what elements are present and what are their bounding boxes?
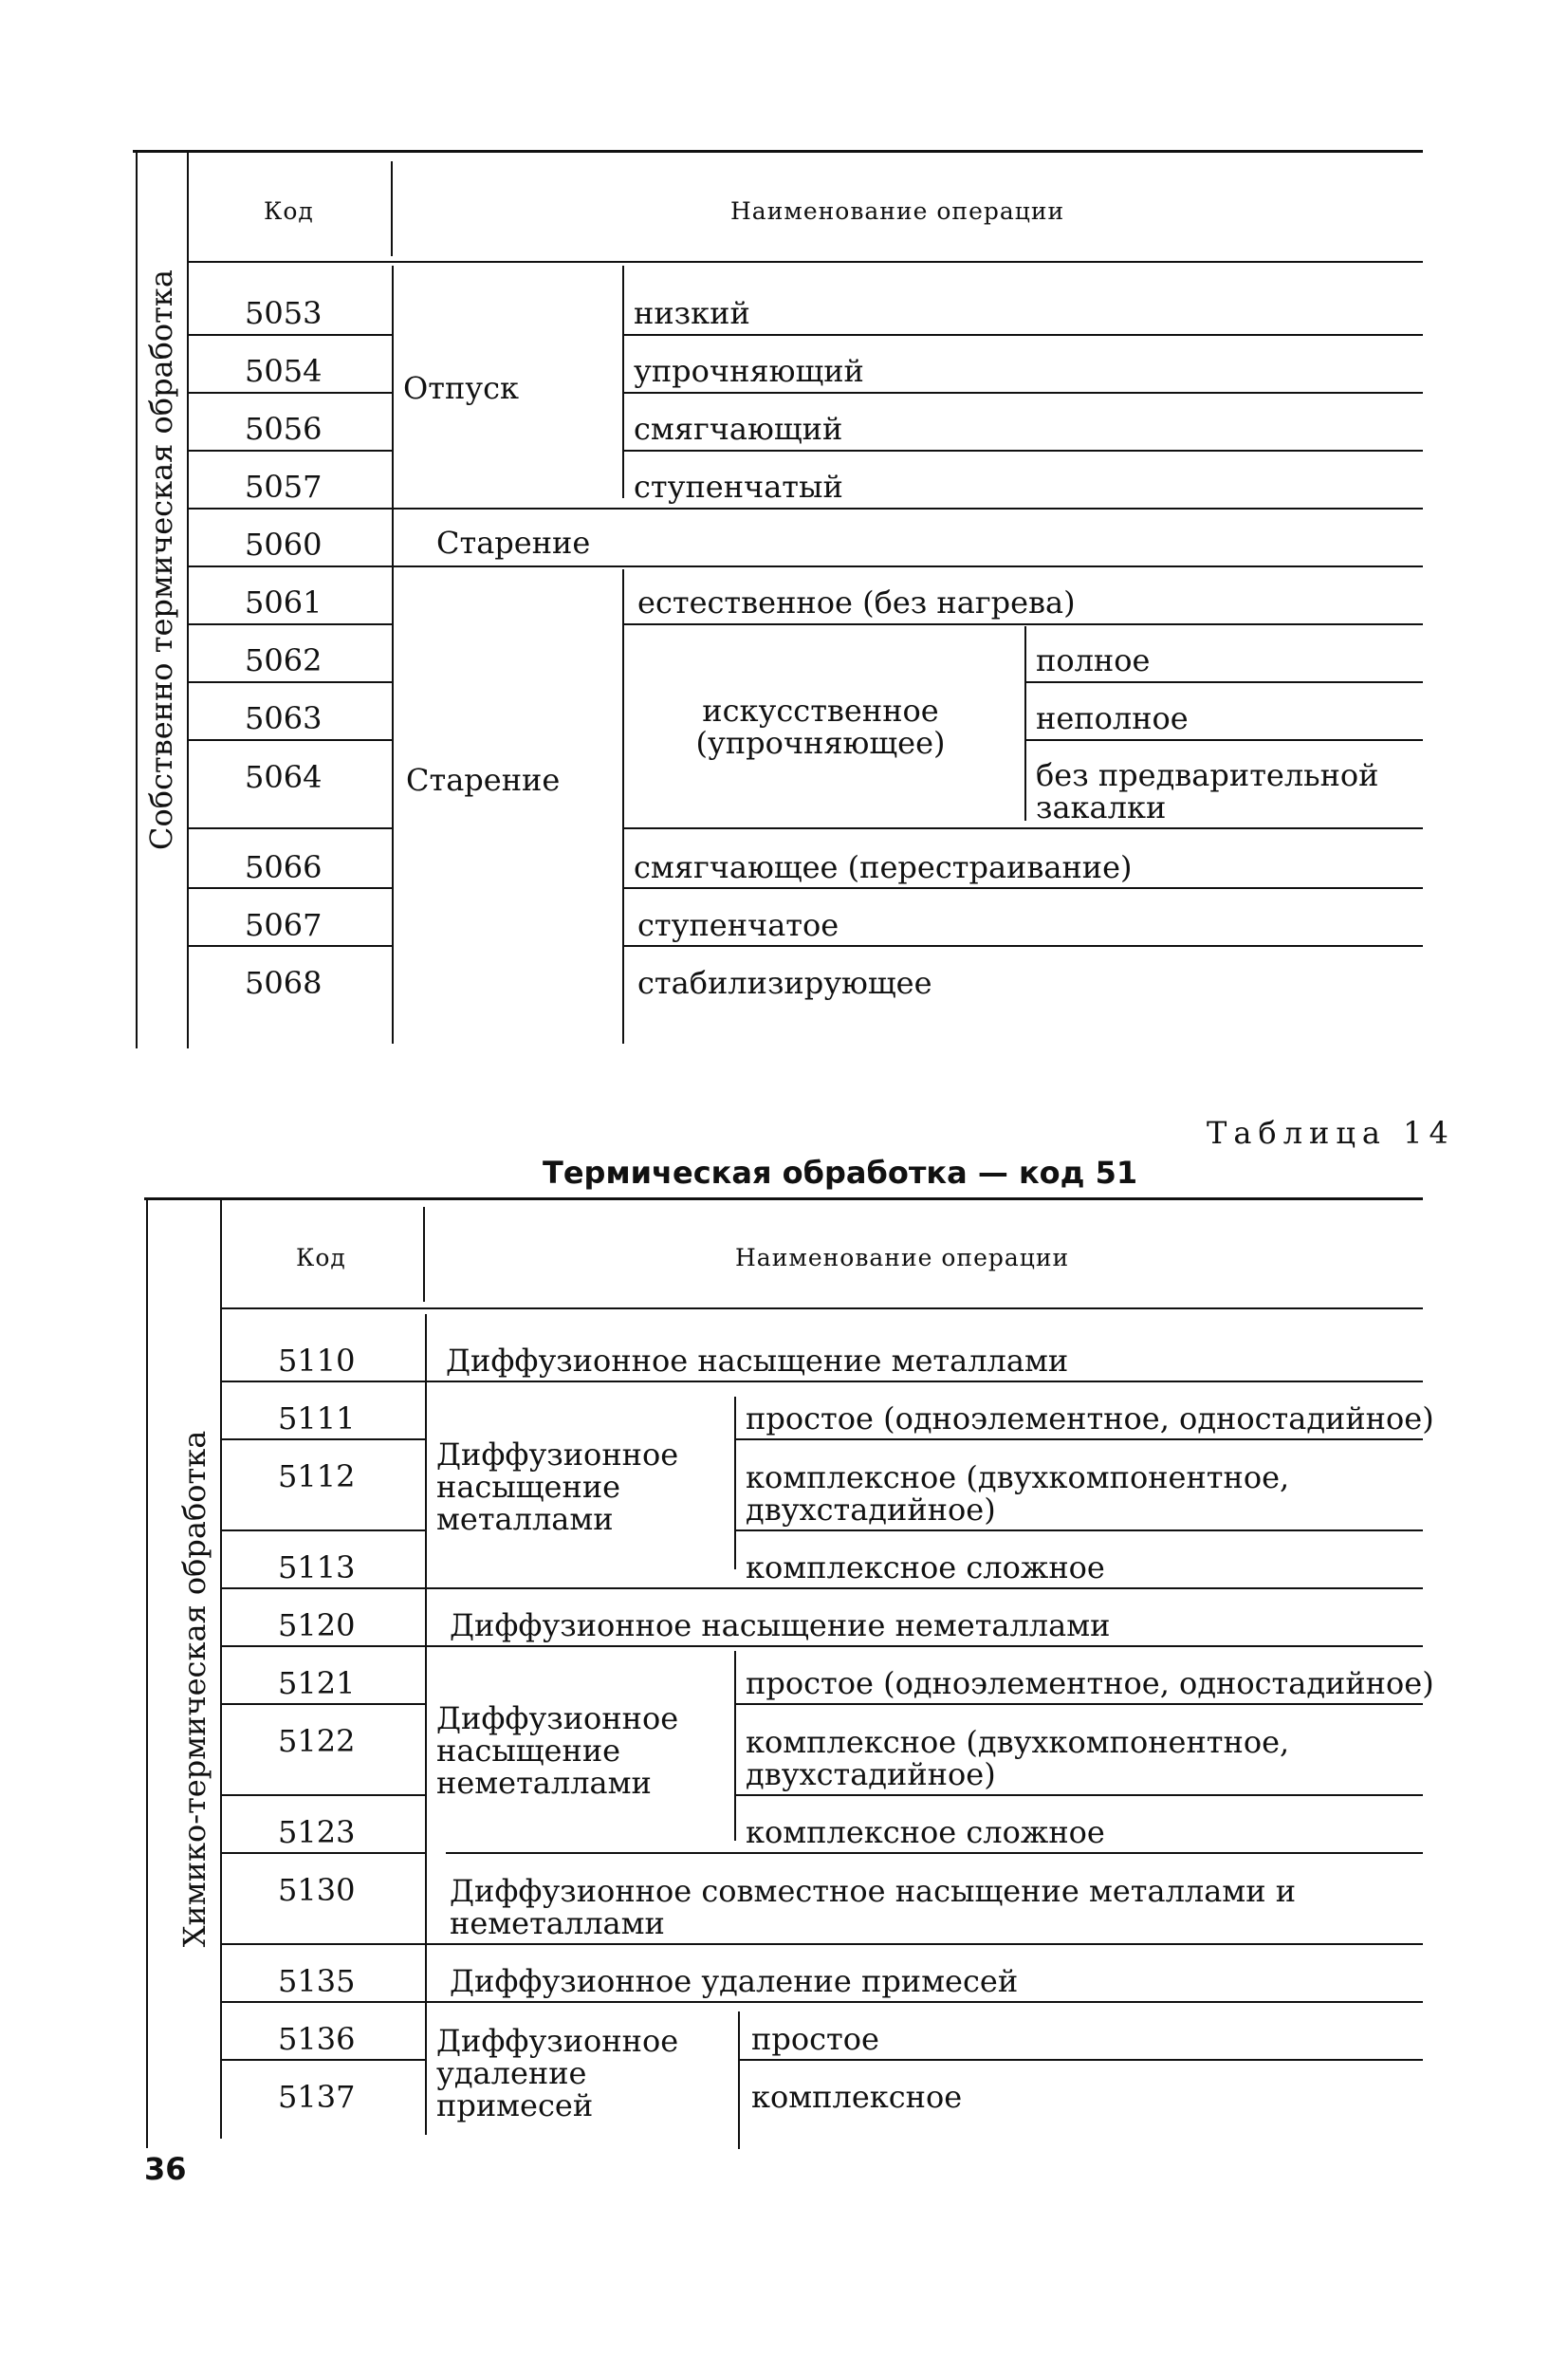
- code-cell: 5122: [278, 1723, 356, 1759]
- code-cell: 5137: [278, 2079, 356, 2115]
- row-rule: [220, 2059, 425, 2061]
- code-cell: 5053: [245, 295, 323, 331]
- header-name: Наименование операции: [735, 1244, 1070, 1271]
- group-aging: Старение: [406, 762, 561, 798]
- side-column-divider: [187, 152, 189, 1048]
- name-cell: комплексное (двухкомпонентное, двухстадийное): [746, 1724, 1290, 1792]
- name-cell: полное: [1036, 642, 1151, 678]
- row-rule: [220, 1529, 425, 1531]
- name-cell: смягчающий: [634, 411, 843, 447]
- code-cell: 5067: [245, 907, 323, 943]
- name-cell: стабилизирующее: [637, 965, 932, 1001]
- name-cell: без предварительной закалки: [1036, 757, 1379, 825]
- header-divider: [391, 161, 393, 256]
- row-rule: [425, 1587, 1423, 1589]
- name-cell: смягчающее (перестраивание): [634, 849, 1133, 885]
- row-rule: [734, 1529, 1423, 1531]
- code-column-divider: [425, 1314, 427, 2135]
- row-rule: [738, 2059, 1423, 2061]
- name-cell: комплексное: [751, 2079, 963, 2115]
- row-rule: [220, 1645, 425, 1647]
- side-label: Химико-термическая обработка: [176, 1430, 212, 1948]
- row-rule: [734, 1438, 1423, 1440]
- row-rule: [187, 681, 392, 683]
- code-cell: 5130: [278, 1872, 356, 1908]
- row-rule: [622, 623, 1423, 625]
- row-rule: [425, 1943, 1423, 1945]
- name-cell: простое (одноэлементное, одностадийное): [746, 1665, 1434, 1701]
- row-rule: [187, 450, 392, 452]
- code-cell: 5060: [245, 527, 323, 563]
- table-top-rule: [144, 1197, 1423, 1200]
- name-cell: простое (одноэлементное, одностадийное): [746, 1400, 1434, 1436]
- row-rule: [220, 1852, 425, 1854]
- code-cell: 5061: [245, 584, 323, 621]
- code-cell: 5056: [245, 411, 323, 447]
- name-cell: низкий: [634, 295, 750, 331]
- code-column-divider: [392, 266, 394, 1044]
- header-divider: [423, 1207, 425, 1302]
- table-title: Термическая обработка — код 51: [543, 1155, 1138, 1191]
- aging-subdivider: [622, 569, 624, 1044]
- name-cell: Диффузионное насыщение неметаллами: [450, 1607, 1111, 1643]
- row-rule: [220, 1794, 425, 1796]
- table-left-border: [136, 152, 138, 1048]
- name-cell: Диффузионное совместное насыщение металлами и неметаллами: [450, 1873, 1297, 1941]
- tempering-subdivider: [622, 266, 624, 498]
- header-code: Код: [264, 197, 314, 225]
- row-rule: [187, 945, 392, 947]
- code-cell: 5135: [278, 1963, 356, 1999]
- artificial-subdivider: [1024, 626, 1026, 821]
- table-top-rule: [133, 150, 1423, 153]
- code-cell: 5068: [245, 965, 323, 1001]
- row-rule: [622, 450, 1423, 452]
- table-label: Таблица 14: [1207, 1115, 1455, 1151]
- row-rule: [187, 623, 392, 625]
- side-label: Собственно термическая обработка: [143, 269, 179, 850]
- name-cell: Диффузионное удаление примесей: [450, 1963, 1019, 1999]
- row-rule: [622, 887, 1423, 889]
- code-cell: 5110: [278, 1343, 356, 1379]
- code-cell: 5054: [245, 353, 323, 389]
- row-rule: [734, 1794, 1423, 1796]
- code-cell: 5063: [245, 700, 323, 736]
- code-cell: 5062: [245, 642, 323, 678]
- row-rule: [220, 2001, 425, 2003]
- group-artificial: искусственное (упрочняющее): [695, 693, 946, 761]
- header-name: Наименование операции: [730, 197, 1065, 225]
- row-rule: [622, 392, 1423, 394]
- table-left-border: [146, 1199, 148, 2148]
- name-cell: комплексное (двухкомпонентное, двухстадийное): [746, 1459, 1290, 1528]
- code-cell: 5123: [278, 1814, 356, 1850]
- row-rule: [1024, 739, 1423, 741]
- row-rule: [220, 1438, 425, 1440]
- name-cell: упрочняющий: [634, 353, 864, 389]
- impurities-subdivider: [738, 2011, 740, 2149]
- group-tempering: Отпуск: [403, 370, 520, 406]
- name-cell: естественное (без нагрева): [637, 584, 1076, 621]
- row-rule: [187, 739, 392, 741]
- group-metals: Диффузионное насыщение металлами: [436, 1436, 679, 1537]
- row-rule: [187, 565, 1423, 567]
- row-rule: [220, 1703, 425, 1705]
- code-cell: 5057: [245, 469, 323, 505]
- name-cell: комплексное сложное: [746, 1814, 1105, 1850]
- row-rule: [187, 887, 392, 889]
- row-rule: [187, 392, 392, 394]
- code-cell: 5121: [278, 1665, 356, 1701]
- page-number: 36: [144, 2151, 187, 2187]
- code-cell: 5120: [278, 1607, 356, 1643]
- row-rule: [187, 827, 392, 829]
- row-rule: [220, 1381, 425, 1382]
- row-rule: [220, 1587, 425, 1589]
- row-rule: [622, 334, 1423, 336]
- name-cell: неполное: [1036, 700, 1189, 736]
- row-rule: [220, 1943, 425, 1945]
- name-cell: Диффузионное насыщение металлами: [446, 1343, 1069, 1379]
- nonmetals-subdivider: [734, 1651, 736, 1841]
- metals-subdivider: [734, 1397, 736, 1569]
- header-bottom-rule: [220, 1307, 1423, 1309]
- name-cell: ступенчатое: [637, 907, 839, 943]
- row-rule: [446, 1852, 1423, 1854]
- code-cell: 5111: [278, 1400, 356, 1436]
- side-column-divider: [220, 1199, 222, 2139]
- name-cell: ступенчатый: [634, 469, 843, 505]
- header-code: Код: [296, 1244, 346, 1271]
- name-cell: комплексное сложное: [746, 1549, 1105, 1585]
- row-rule: [1024, 681, 1423, 683]
- name-cell: Старение: [436, 525, 591, 561]
- code-cell: 5112: [278, 1458, 356, 1494]
- row-rule: [425, 1381, 1423, 1382]
- row-rule: [187, 334, 392, 336]
- row-rule: [622, 827, 1423, 829]
- row-rule: [425, 2001, 1423, 2003]
- code-cell: 5113: [278, 1549, 356, 1585]
- row-rule: [734, 1703, 1423, 1705]
- row-rule: [425, 1645, 1423, 1647]
- row-rule: [187, 508, 1423, 510]
- group-impurities: Диффузионное удаление примесей: [436, 2023, 679, 2123]
- code-cell: 5064: [245, 759, 323, 795]
- row-rule: [622, 945, 1423, 947]
- group-nonmetals: Диффузионное насыщение неметаллами: [436, 1700, 679, 1801]
- code-cell: 5136: [278, 2021, 356, 2057]
- name-cell: простое: [751, 2021, 879, 2057]
- header-bottom-rule: [187, 261, 1423, 263]
- code-cell: 5066: [245, 849, 323, 885]
